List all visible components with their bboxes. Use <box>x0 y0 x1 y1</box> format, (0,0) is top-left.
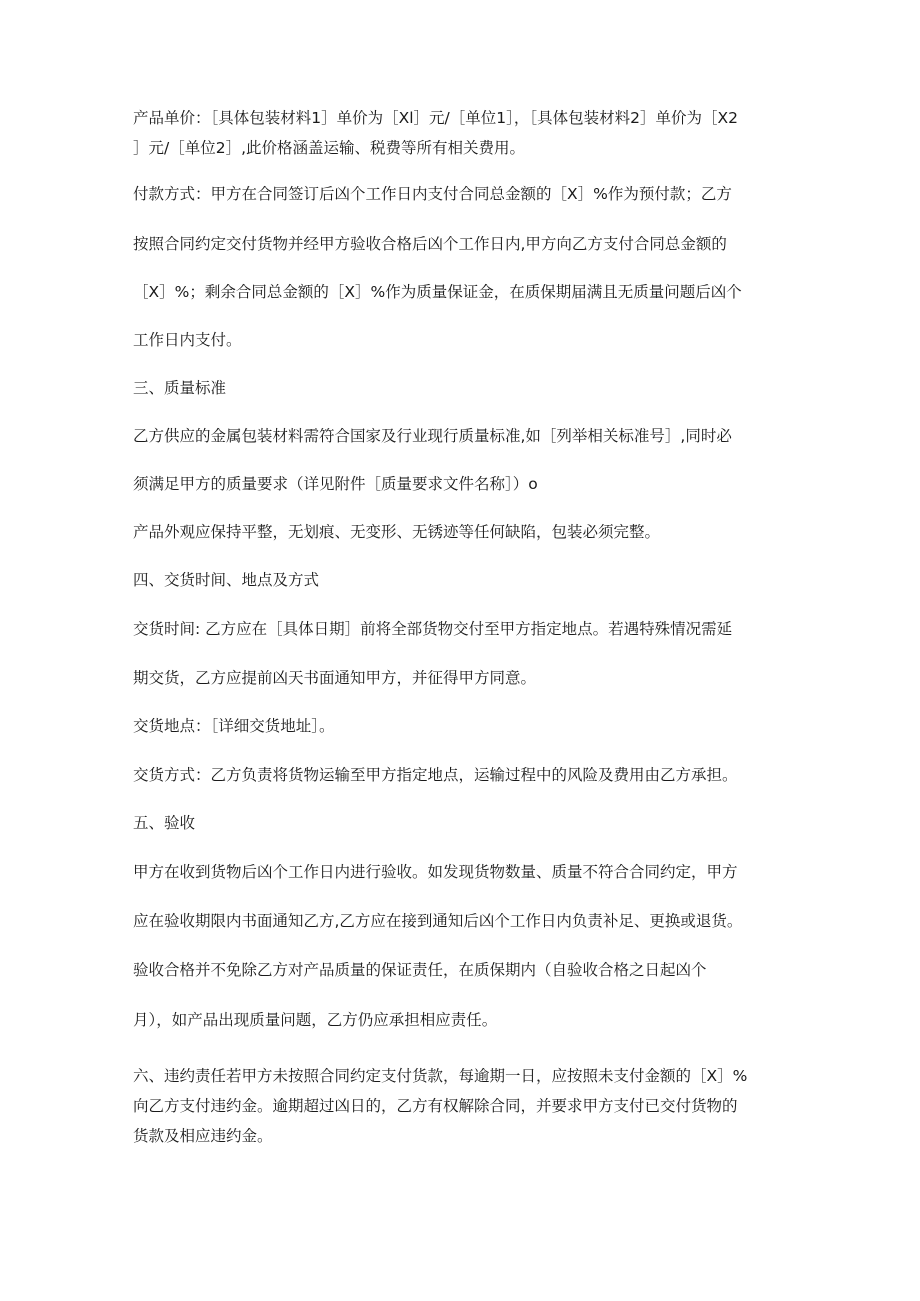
text-line-liability-1: 六、违约责任若甲方未按照合同约定支付货款，每逾期一日，应按照未支付金额的［X］% <box>133 1067 748 1085</box>
text-line-delivery-place: 交货地点：［详细交货地址］。 <box>133 717 335 735</box>
text-line-unit-price: 产品单价：［具体包装材料1］单价为［Xl］元/［单位1］，［具体包装材料2］单价为［X2 <box>133 109 738 127</box>
text-line-delivery-time: 交货时间: 乙方应在［具体日期］前将全部货物交付至甲方指定地点。若遇特殊情况需延 <box>133 620 733 638</box>
text-line-payment-cont-1: 按照合同约定交付货物并经甲方验收合格后凶个工作日内,甲方向乙方支付合同总金额的 <box>133 235 727 253</box>
section-heading-quality: 三、质量标准 <box>133 379 227 397</box>
text-line-payment-cont-3: 工作日内支付。 <box>133 331 242 349</box>
text-line-delivery-method: 交货方式：乙方负责将货物运输至甲方指定地点，运输过程中的风险及费用由乙方承担。 <box>133 766 738 784</box>
text-line-liability-3: 货款及相应违约金。 <box>133 1127 273 1145</box>
text-line-delivery-time-cont: 期交货，乙方应提前凶天书面通知甲方，并征得甲方同意。 <box>133 669 537 687</box>
text-line-appearance: 产品外观应保持平整，无划痕、无变形、无锈迹等任何缺陷，包装必须完整。 <box>133 523 661 541</box>
text-line-quality-2: 须满足甲方的质量要求（详见附件［质量要求文件名称］）o <box>133 475 538 493</box>
text-line-quality-1: 乙方供应的金属包装材料需符合国家及行业现行质量标准,如［列举相关标准号］,同时必 <box>133 427 732 445</box>
text-line-payment-cont-2: ［X］%；剩余合同总金额的［X］%作为质量保证金，在质保期届满且无质量问题后凶个 <box>133 283 742 301</box>
text-line-unit-price-cont: ］元/［单位2］,此价格涵盖运输、税费等所有相关费用。 <box>133 139 526 157</box>
text-line-acceptance-1: 甲方在收到货物后凶个工作日内进行验收。如发现货物数量、质量不符合合同约定，甲方 <box>133 863 738 881</box>
text-line-acceptance-3: 验收合格并不免除乙方对产品质量的保证责任，在质保期内（自验收合格之日起凶个 <box>133 961 707 979</box>
text-line-acceptance-4: 月），如产品出现质量问题，乙方仍应承担相应责任。 <box>133 1011 498 1029</box>
section-heading-delivery: 四、交货时间、地点及方式 <box>133 571 320 589</box>
section-heading-acceptance: 五、验收 <box>133 814 196 832</box>
text-line-liability-2: 向乙方支付违约金。逾期超过凶日的，乙方有权解除合同，并要求甲方支付已交付货物的 <box>133 1097 738 1115</box>
text-line-acceptance-2: 应在验收期限内书面通知乙方,乙方应在接到通知后凶个工作日内负责补足、更换或退货。 <box>133 912 743 930</box>
text-line-payment: 付款方式：甲方在合同签订后凶个工作日内支付合同总金额的［X］%作为预付款；乙方 <box>133 185 732 203</box>
